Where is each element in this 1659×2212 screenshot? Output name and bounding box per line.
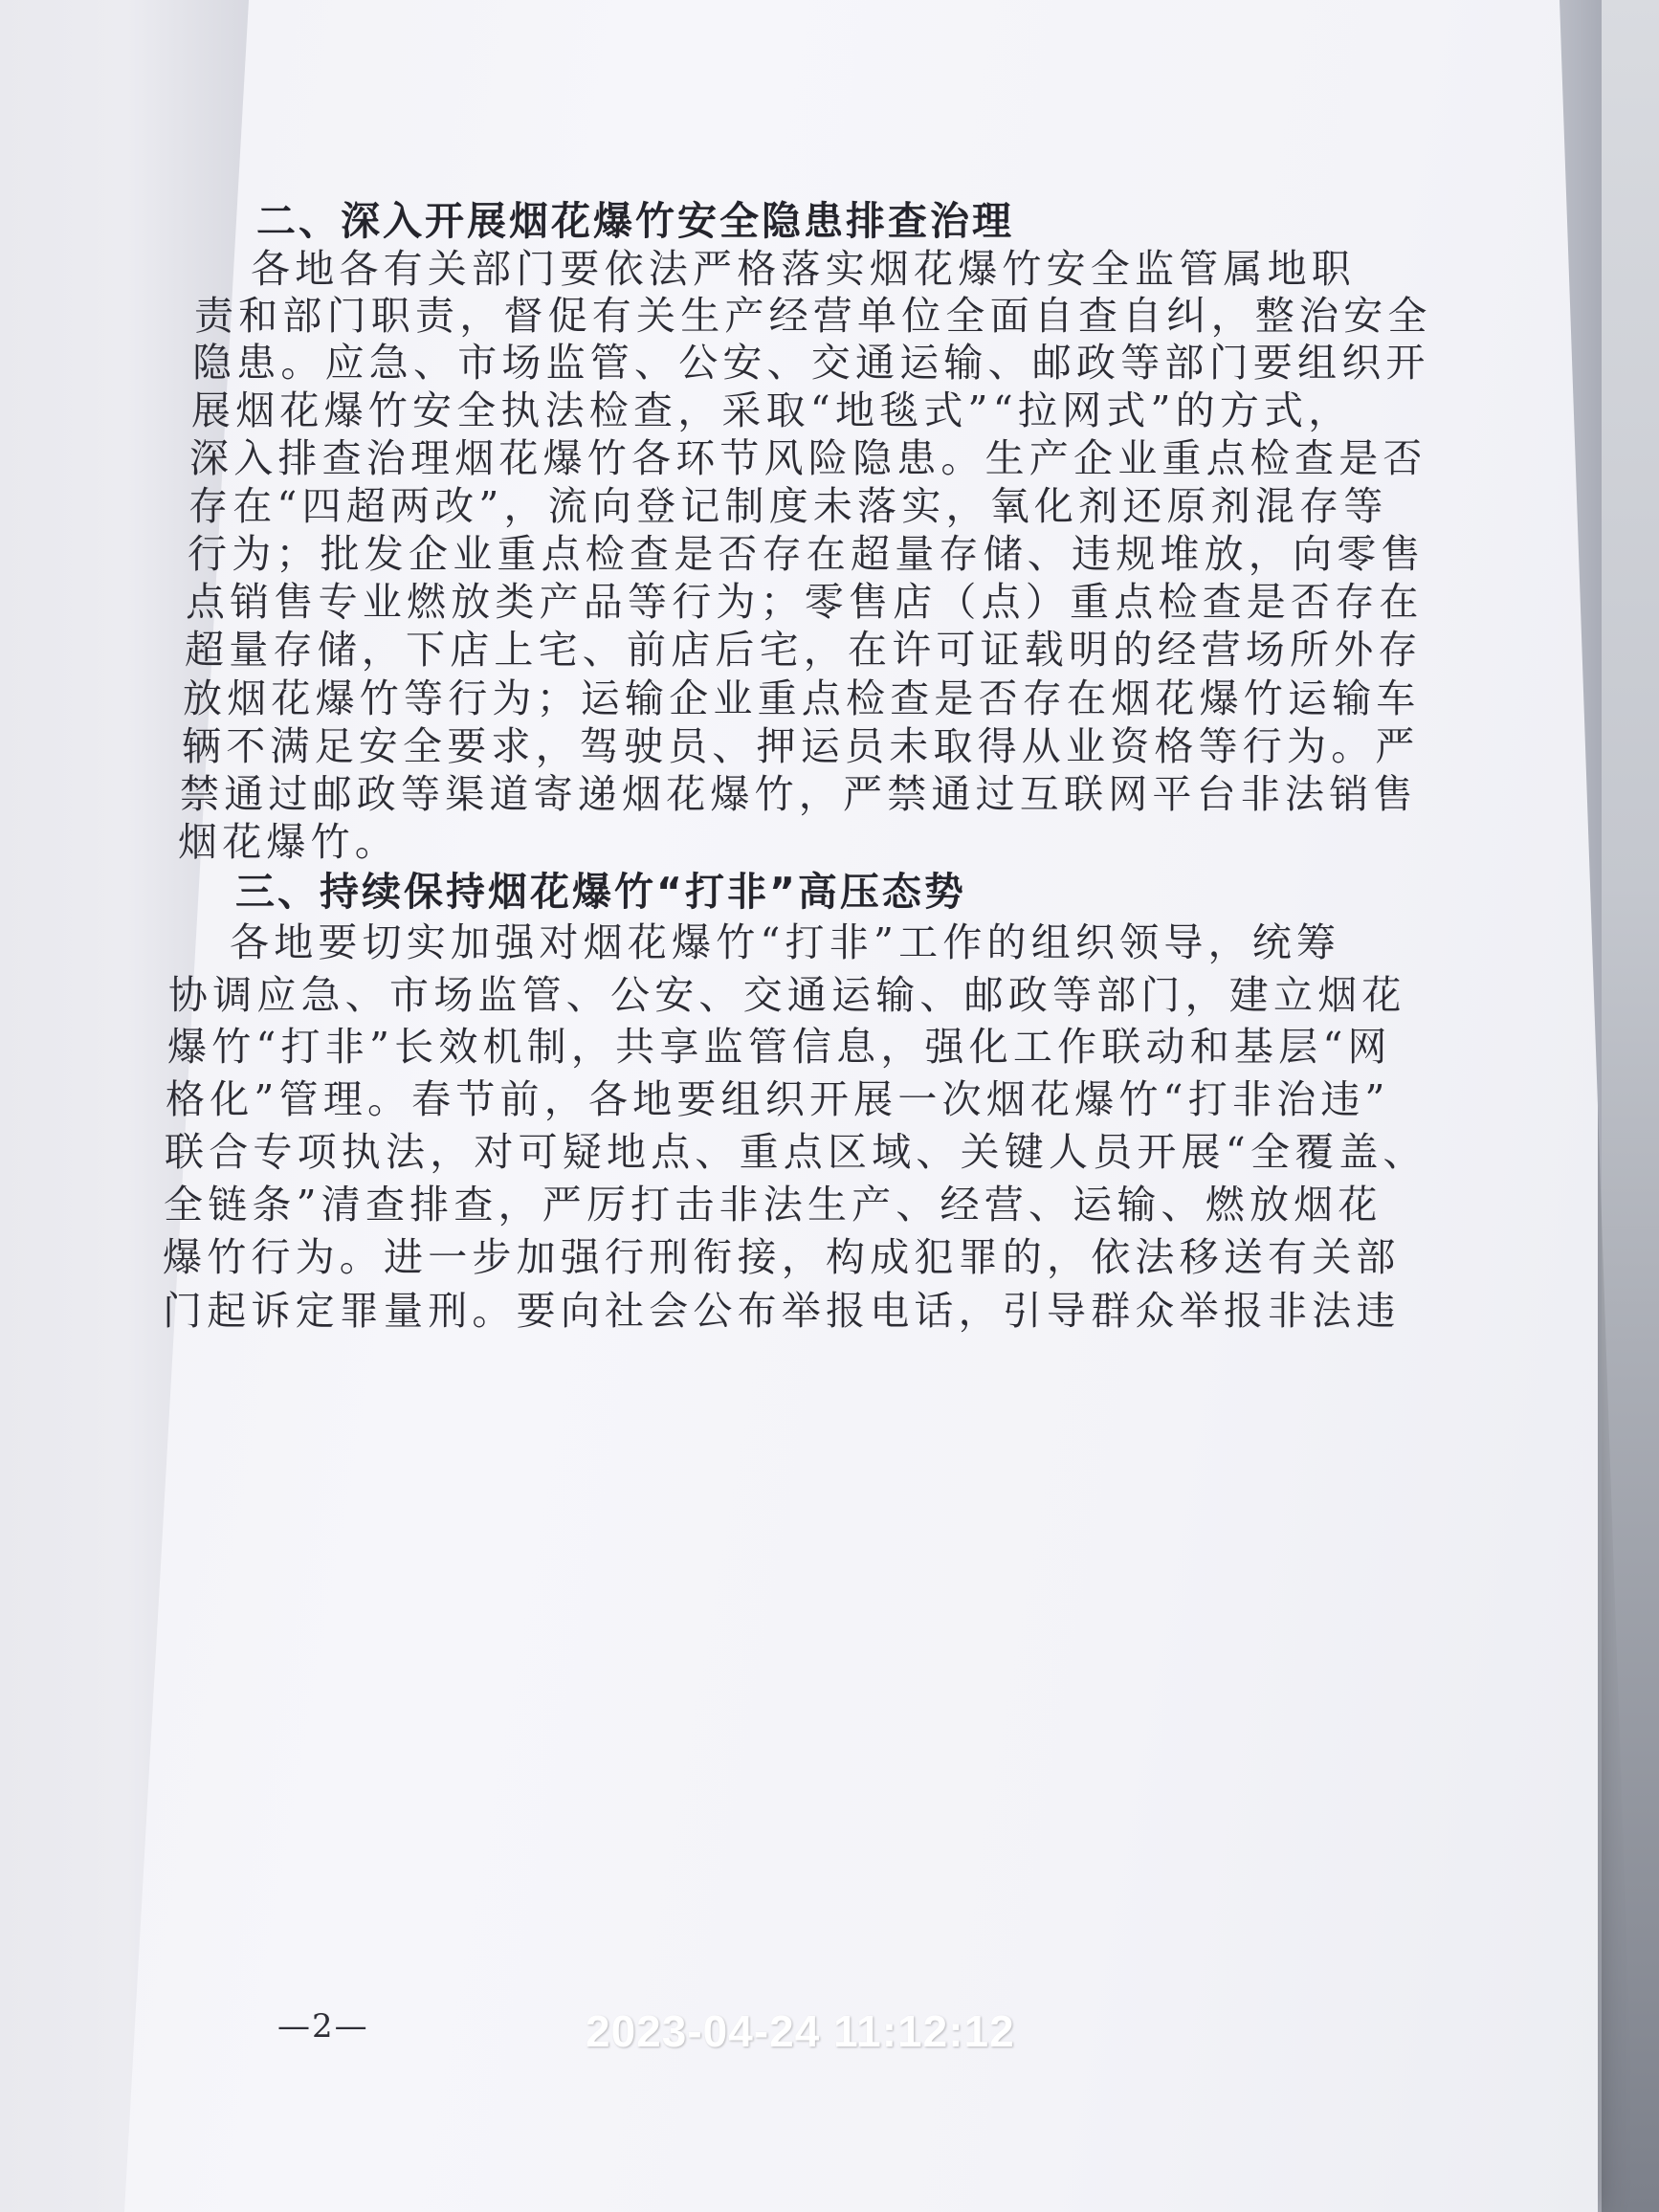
- paragraph-line: 行为；批发企业重点检查是否存在超量存储、违规堆放，向零售: [188, 531, 1426, 577]
- paragraph-line: 烟花爆竹。: [178, 819, 399, 865]
- paragraph-line: 隐患。应急、市场监管、公安、交通运输、邮政等部门要组织开: [192, 340, 1430, 386]
- photo-timestamp: 2023-04-24 11:12:12: [586, 2006, 1015, 2056]
- section-2-heading: 二、深入开展烟花爆竹安全隐患排查治理: [256, 198, 1014, 244]
- paragraph-line: 协调应急、市场监管、公安、交通运输、邮政等部门，建立烟花: [168, 972, 1406, 1018]
- paragraph-line: 各地要切实加强对烟花爆竹“打非”工作的组织领导，统筹: [230, 919, 1341, 965]
- paragraph-line: 超量存储，下店上宅、前店后宅，在许可证载明的经营场所外存: [185, 627, 1423, 673]
- paragraph-line: 存在“四超两改”，流向登记制度未落实，氧化剂还原剂混存等: [188, 483, 1388, 529]
- paragraph-line: 联合专项执法，对可疑地点、重点区域、关键人员开展“全覆盖、: [165, 1129, 1427, 1175]
- paragraph-line: 禁通过邮政等渠道寄递烟花爆竹，严禁通过互联网平台非法销售: [180, 771, 1418, 817]
- paragraph-line: 点销售专业燃放类产品等行为；零售店（点）重点检查是否存在: [186, 579, 1424, 625]
- paragraph-line: 责和部门职责，督促有关生产经营单位全面自查自纠，整治安全: [194, 293, 1432, 339]
- paragraph-line: 展烟花爆竹安全执法检查，采取“地毯式”“拉网式”的方式，: [191, 387, 1353, 433]
- paragraph-line: 门起诉定罪量刑。要向社会公布举报电话，引导群众举报非法违: [163, 1288, 1401, 1334]
- paragraph-line: 全链条”清查排查，严厉打击非法生产、经营、运输、燃放烟花: [164, 1182, 1382, 1228]
- paragraph-line: 深入排查治理烟花爆竹各环节风险隐患。生产企业重点检查是否: [189, 435, 1427, 481]
- paragraph-line: 格化”管理。春节前，各地要组织开展一次烟花爆竹“打非治违”: [166, 1076, 1390, 1122]
- paragraph-line: 爆竹“打非”长效机制，共享监管信息，强化工作联动和基层“网: [167, 1024, 1392, 1070]
- section-3-heading: 三、持续保持烟花爆竹“打非”高压态势: [235, 869, 966, 915]
- page-number: —2—: [277, 2007, 369, 2046]
- paragraph-line: 辆不满足安全要求，驾驶员、押运员未取得从业资格等行为。严: [182, 723, 1420, 769]
- paragraph-line: 爆竹行为。进一步加强行刑衔接，构成犯罪的，依法移送有关部: [163, 1234, 1401, 1280]
- paragraph-line: 各地各有关部门要依法严格落实烟花爆竹安全监管属地职: [251, 246, 1356, 292]
- paragraph-line: 放烟花爆竹等行为；运输企业重点检查是否存在烟花爆竹运输车: [183, 675, 1421, 721]
